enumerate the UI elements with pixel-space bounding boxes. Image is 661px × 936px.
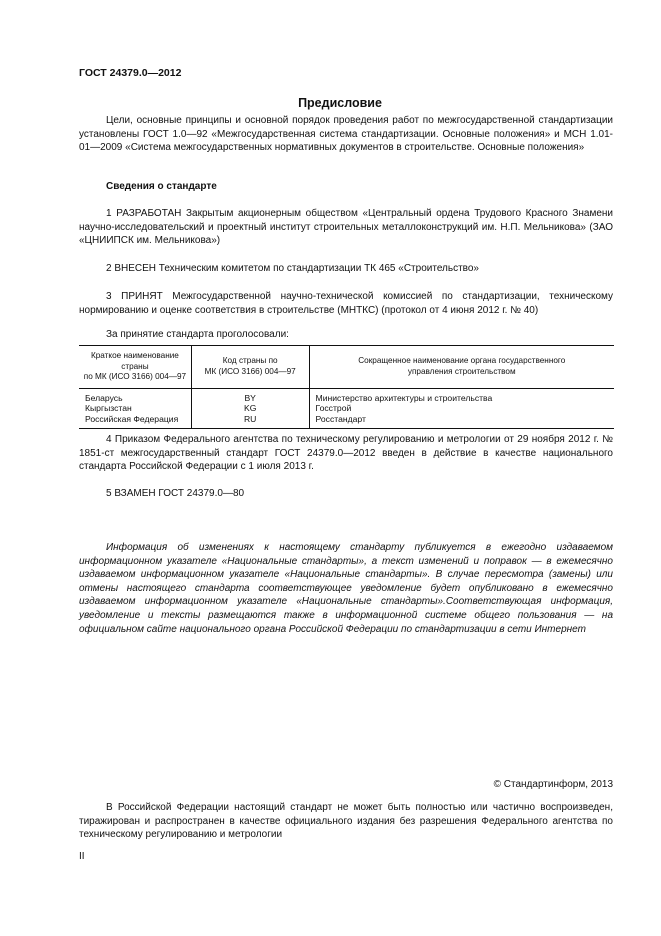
col-header-country-line2: по МК (ИСО 3166) 004—97 [83,372,187,382]
info-item-2-text: 2 ВНЕСЕН Техническим комитетом по стандартизации ТК 465 «Строительство» [106,263,479,274]
col-header-authority-line2: управления строительством [407,366,516,376]
foreword-intro [79,114,613,155]
info-item-5 [79,487,613,501]
table-row [79,414,614,428]
info-item-5-text: 5 ВЗАМЕН ГОСТ 24379.0—80 [106,488,245,499]
authority-cell: Министерство архитектуры и строительства [309,388,614,403]
col-header-country [79,346,191,389]
voting-table [79,345,614,429]
info-item-1 [79,207,613,248]
amendments-notice-text: Информация об изменениях к настоящему стандарту публикуется в ежегодно издаваемом информационном указателе «Национальные стандарты», а текст изменений и поправок — в ежемесячно издаваемом информационном указателе «Национальные стандарты». В случае пересмотра (замены) или отмены настоящего стандарта соответствующее уведомление будет опубликовано в ежемесячно издаваемом информационном указателе «Национальные стандарты».Соответствующая информация, уведомление и тексты размещаются также в информационной системе общего пользования — на официальном сайте национального органа Российской Федерации по стандартизации в сети Интернет [79,542,613,635]
authority-cell: Госстрой [309,403,614,414]
foreword-intro-text: Цели, основные принципы и основной порядок проведения работ по межгосударственной стандартизации установлены ГОСТ 1.0—92 «Межгосударственная система стандартизации. Основные положения» и МСН 1.01-01—2009 «Система межгосударственных нормативных документов в строительстве. Основные положения» [79,115,613,154]
document-code: ГОСТ 24379.0—2012 [79,67,182,79]
page-number: II [79,851,85,862]
col-header-authority [309,346,614,389]
col-header-code [191,346,309,389]
country-cell: Российская Федерация [79,414,191,428]
voting-table-header [79,346,614,389]
country-code-cell: KG [191,403,309,414]
amendments-notice [79,541,613,636]
col-header-code-line2: МК (ИСО 3166) 004—97 [204,366,296,376]
reproduction-notice-text: В Российской Федерации настоящий стандарт не может быть полностью или частично воспроизведен, тиражирован и распространен в качестве официального издания без разрешения Федерального агентства по техническому регулированию и метрологии [79,802,613,841]
info-item-3-text: 3 ПРИНЯТ Межгосударственной научно-технической комиссией по стандартизации, техническому нормированию и оценке соответствия в строительстве (МНТКС) (протокол от 4 июня 2012 г. № 40) [79,291,613,316]
country-cell: Кыргызстан [85,403,132,414]
vote-intro-text: За принятие стандарта проголосовали: [106,329,289,340]
info-item-3 [79,290,613,317]
standard-info-heading: Сведения о стандарте [106,181,217,192]
info-item-4 [79,433,613,474]
table-row [79,388,614,403]
info-item-2 [79,262,613,276]
info-item-4-text: 4 Приказом Федерального агентства по техническому регулированию и метрологии от 29 ноября 2012 г. № 1851-ст межгосударственный стандарт ГОСТ 24379.0—2012 введен в действие в качестве национального стандарта Российской Федерации с 1 июля 2013 г. [79,434,613,473]
foreword-title: Предисловие [298,96,382,110]
country-code-cell: BY [191,388,309,403]
col-header-authority-line1: Сокращенное наименование органа государственного [358,356,566,366]
country-code-cell: RU [191,414,309,428]
col-header-country-line1: Краткое наименование страны [90,351,179,371]
info-item-1-text: 1 РАЗРАБОТАН Закрытым акционерным обществом «Центральный ордена Трудового Красного Знамени научно-исследовательский и проектный институт строительных металлоконструкций им. Н.П. Мельникова» (ЗАО «ЦНИИПСК им. Мельникова») [79,208,613,247]
vote-intro [79,328,613,342]
country-cell: Беларусь [85,392,123,403]
reproduction-notice [79,801,613,842]
authority-cell: Росстандарт [309,414,614,428]
col-header-code-line1: Код страны по [222,356,278,366]
table-row [79,403,614,414]
copyright: © Стандартинформ, 2013 [493,779,613,790]
